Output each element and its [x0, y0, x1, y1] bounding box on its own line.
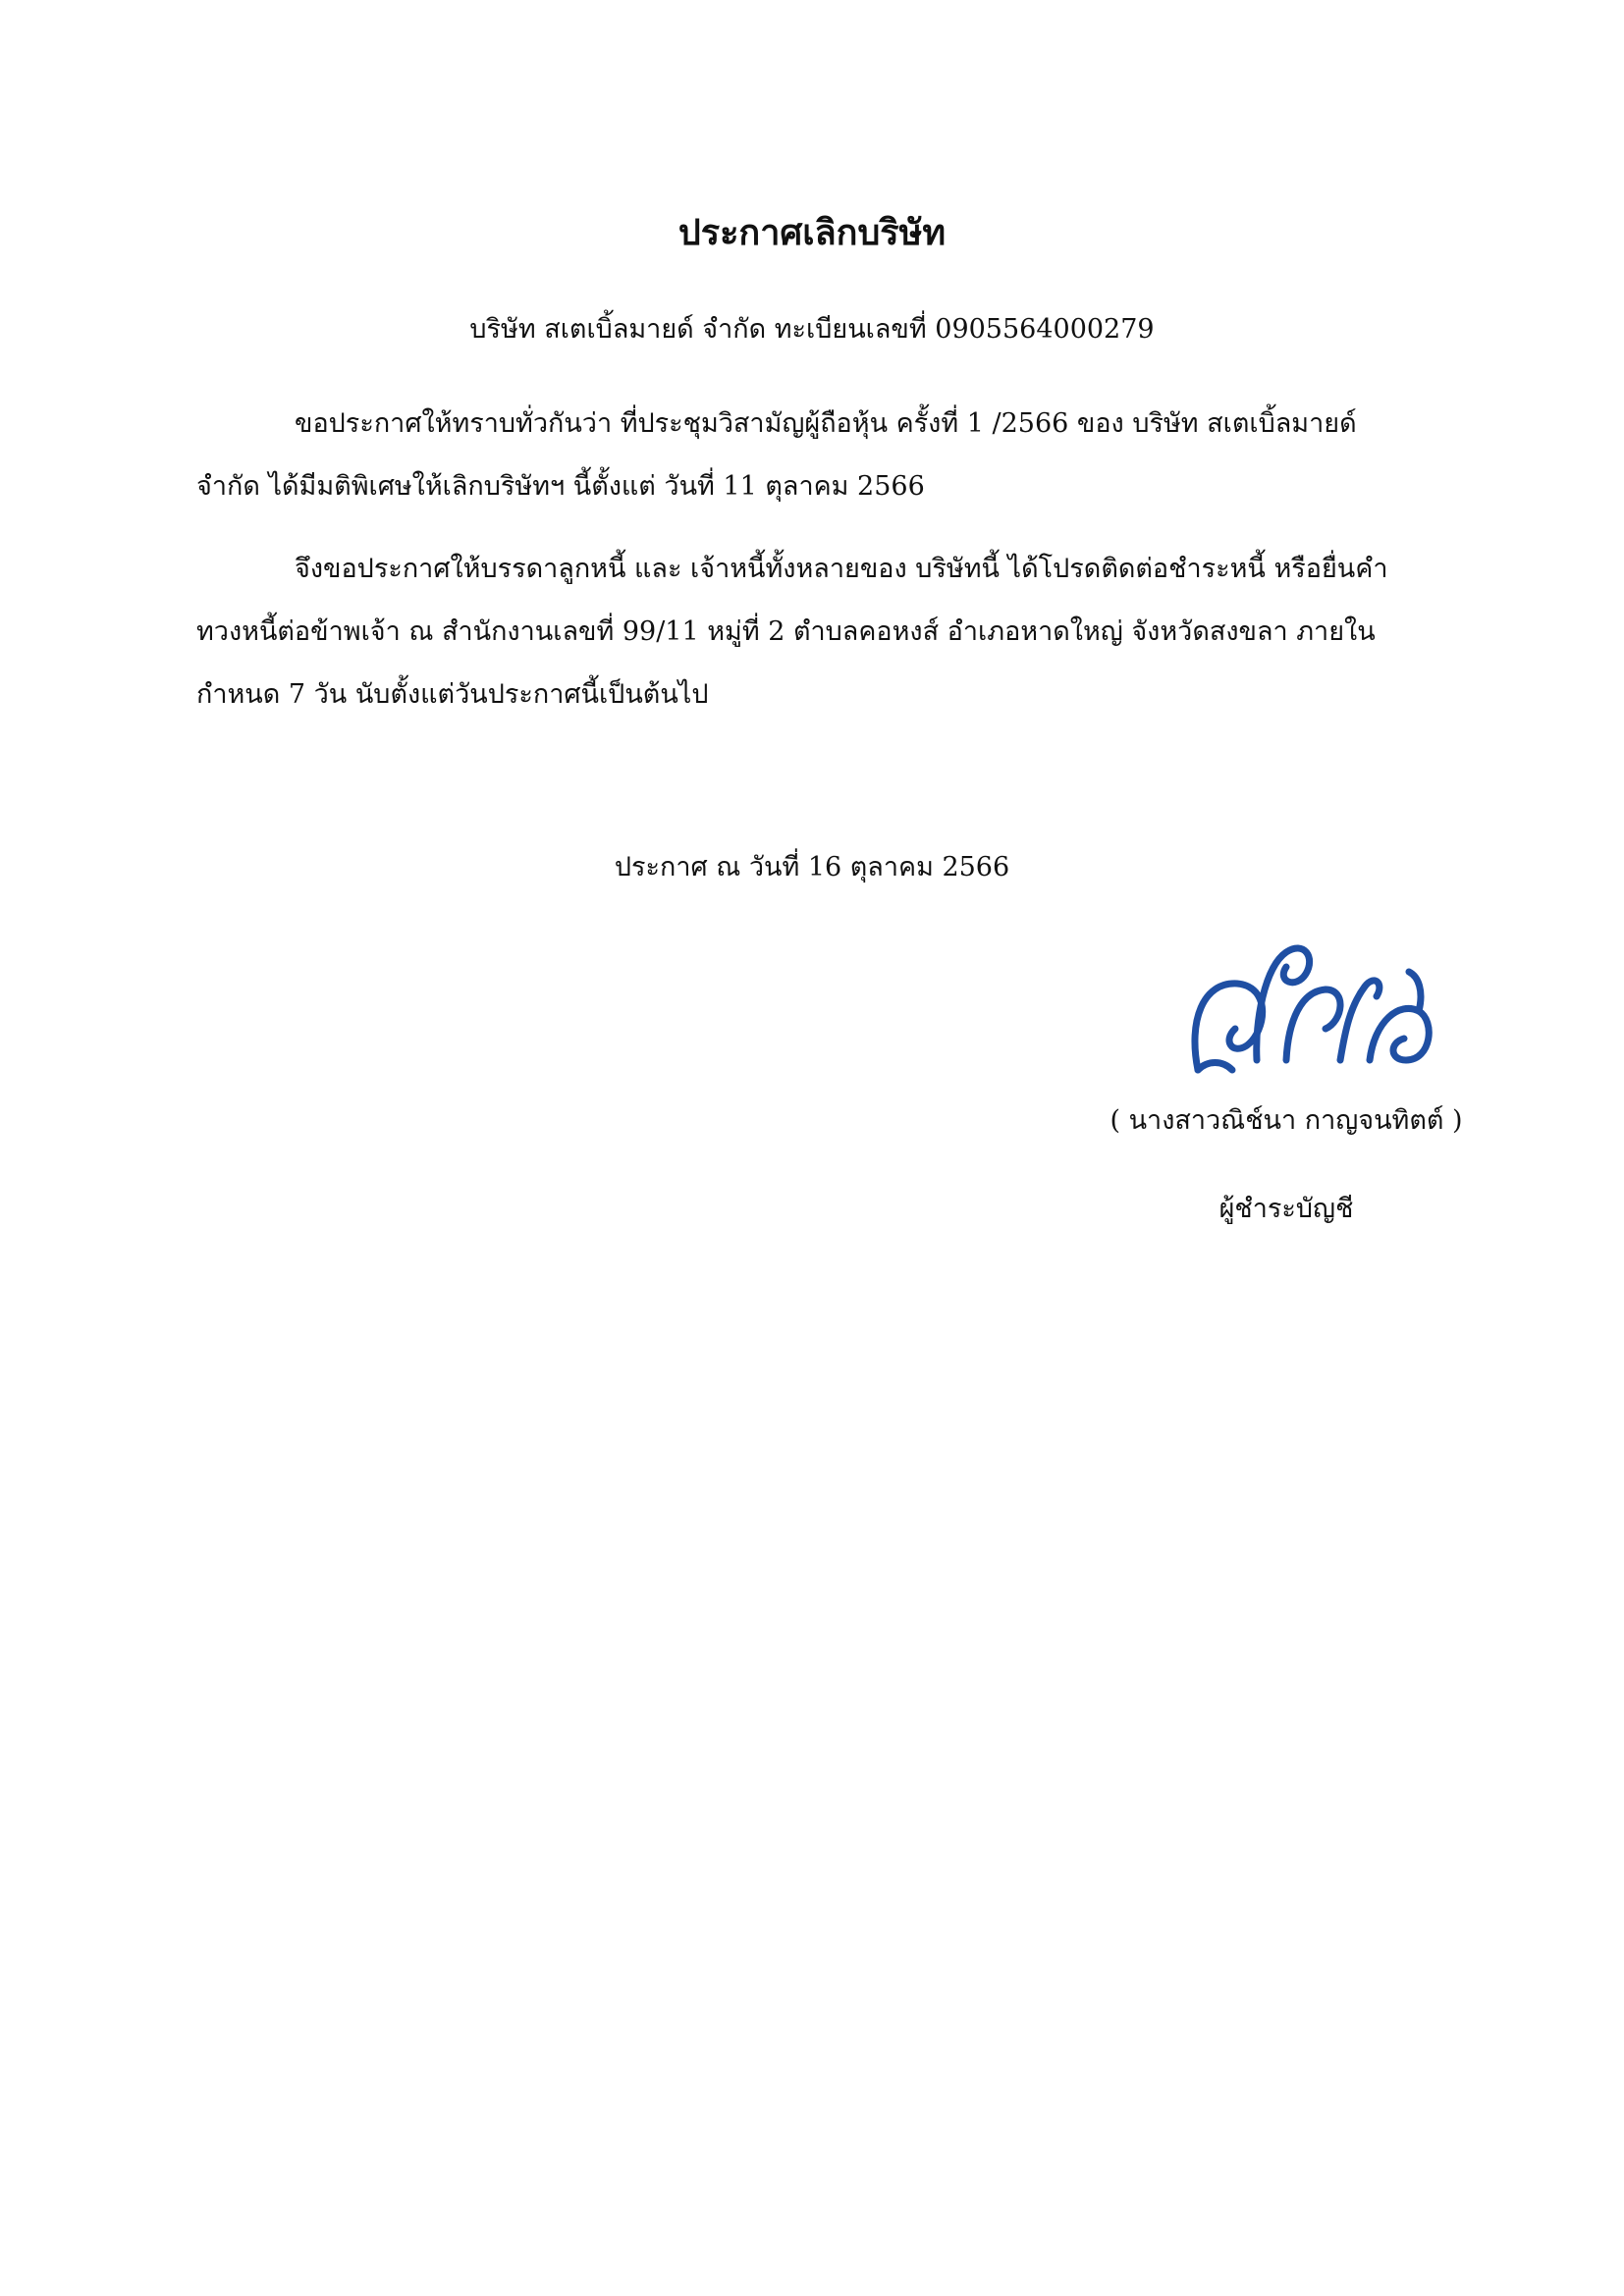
signer-role: ผู้ชำระบัญชี	[1218, 1194, 1354, 1224]
paragraph-creditors-notice: จึงขอประกาศให้บรรดาลูกหนี้ และ เจ้าหนี้ทั้งหลายของ บริษัทนี้ ได้โปรดติดต่อชำระหนี้ หรือยื่นคำทวงหนี้ต่อข้าพเจ้า ณ สำนักงานเลขที่ 99/11 หมู่ที่ 2 ตำบลคอหงส์ อำเภอหาดใหญ่ จังหวัดสงขลา ภายในกำหนด 7 วัน นับตั้งแต่วันประกาศนี้เป็นต้นไป	[196, 554, 1388, 710]
document-title: ประกาศเลิกบริษัท	[677, 212, 947, 253]
company-registration-line: บริษัท สเตเบิ้ลมายด์ จำกัด ทะเบียนเลขที่ 0905564000279	[469, 314, 1155, 345]
announcement-date: ประกาศ ณ วันที่ 16 ตุลาคม 2566	[614, 852, 1010, 882]
paragraph-resolution: ขอประกาศให้ทราบทั่วกันว่า ที่ประชุมวิสามัญผู้ถือหุ้น ครั้งที่ 1 /2566 ของ บริษัท สเตเบิ้ลมายด์ จำกัด ได้มีมติพิเศษให้เลิกบริษัทฯ นี้ตั้งแต่ วันที่ 11 ตุลาคม 2566	[196, 408, 1357, 502]
signer-name: ( นางสาวณิช์นา กาญจนทิตต์ )	[1110, 1105, 1463, 1136]
handwritten-signature	[1178, 913, 1443, 1080]
